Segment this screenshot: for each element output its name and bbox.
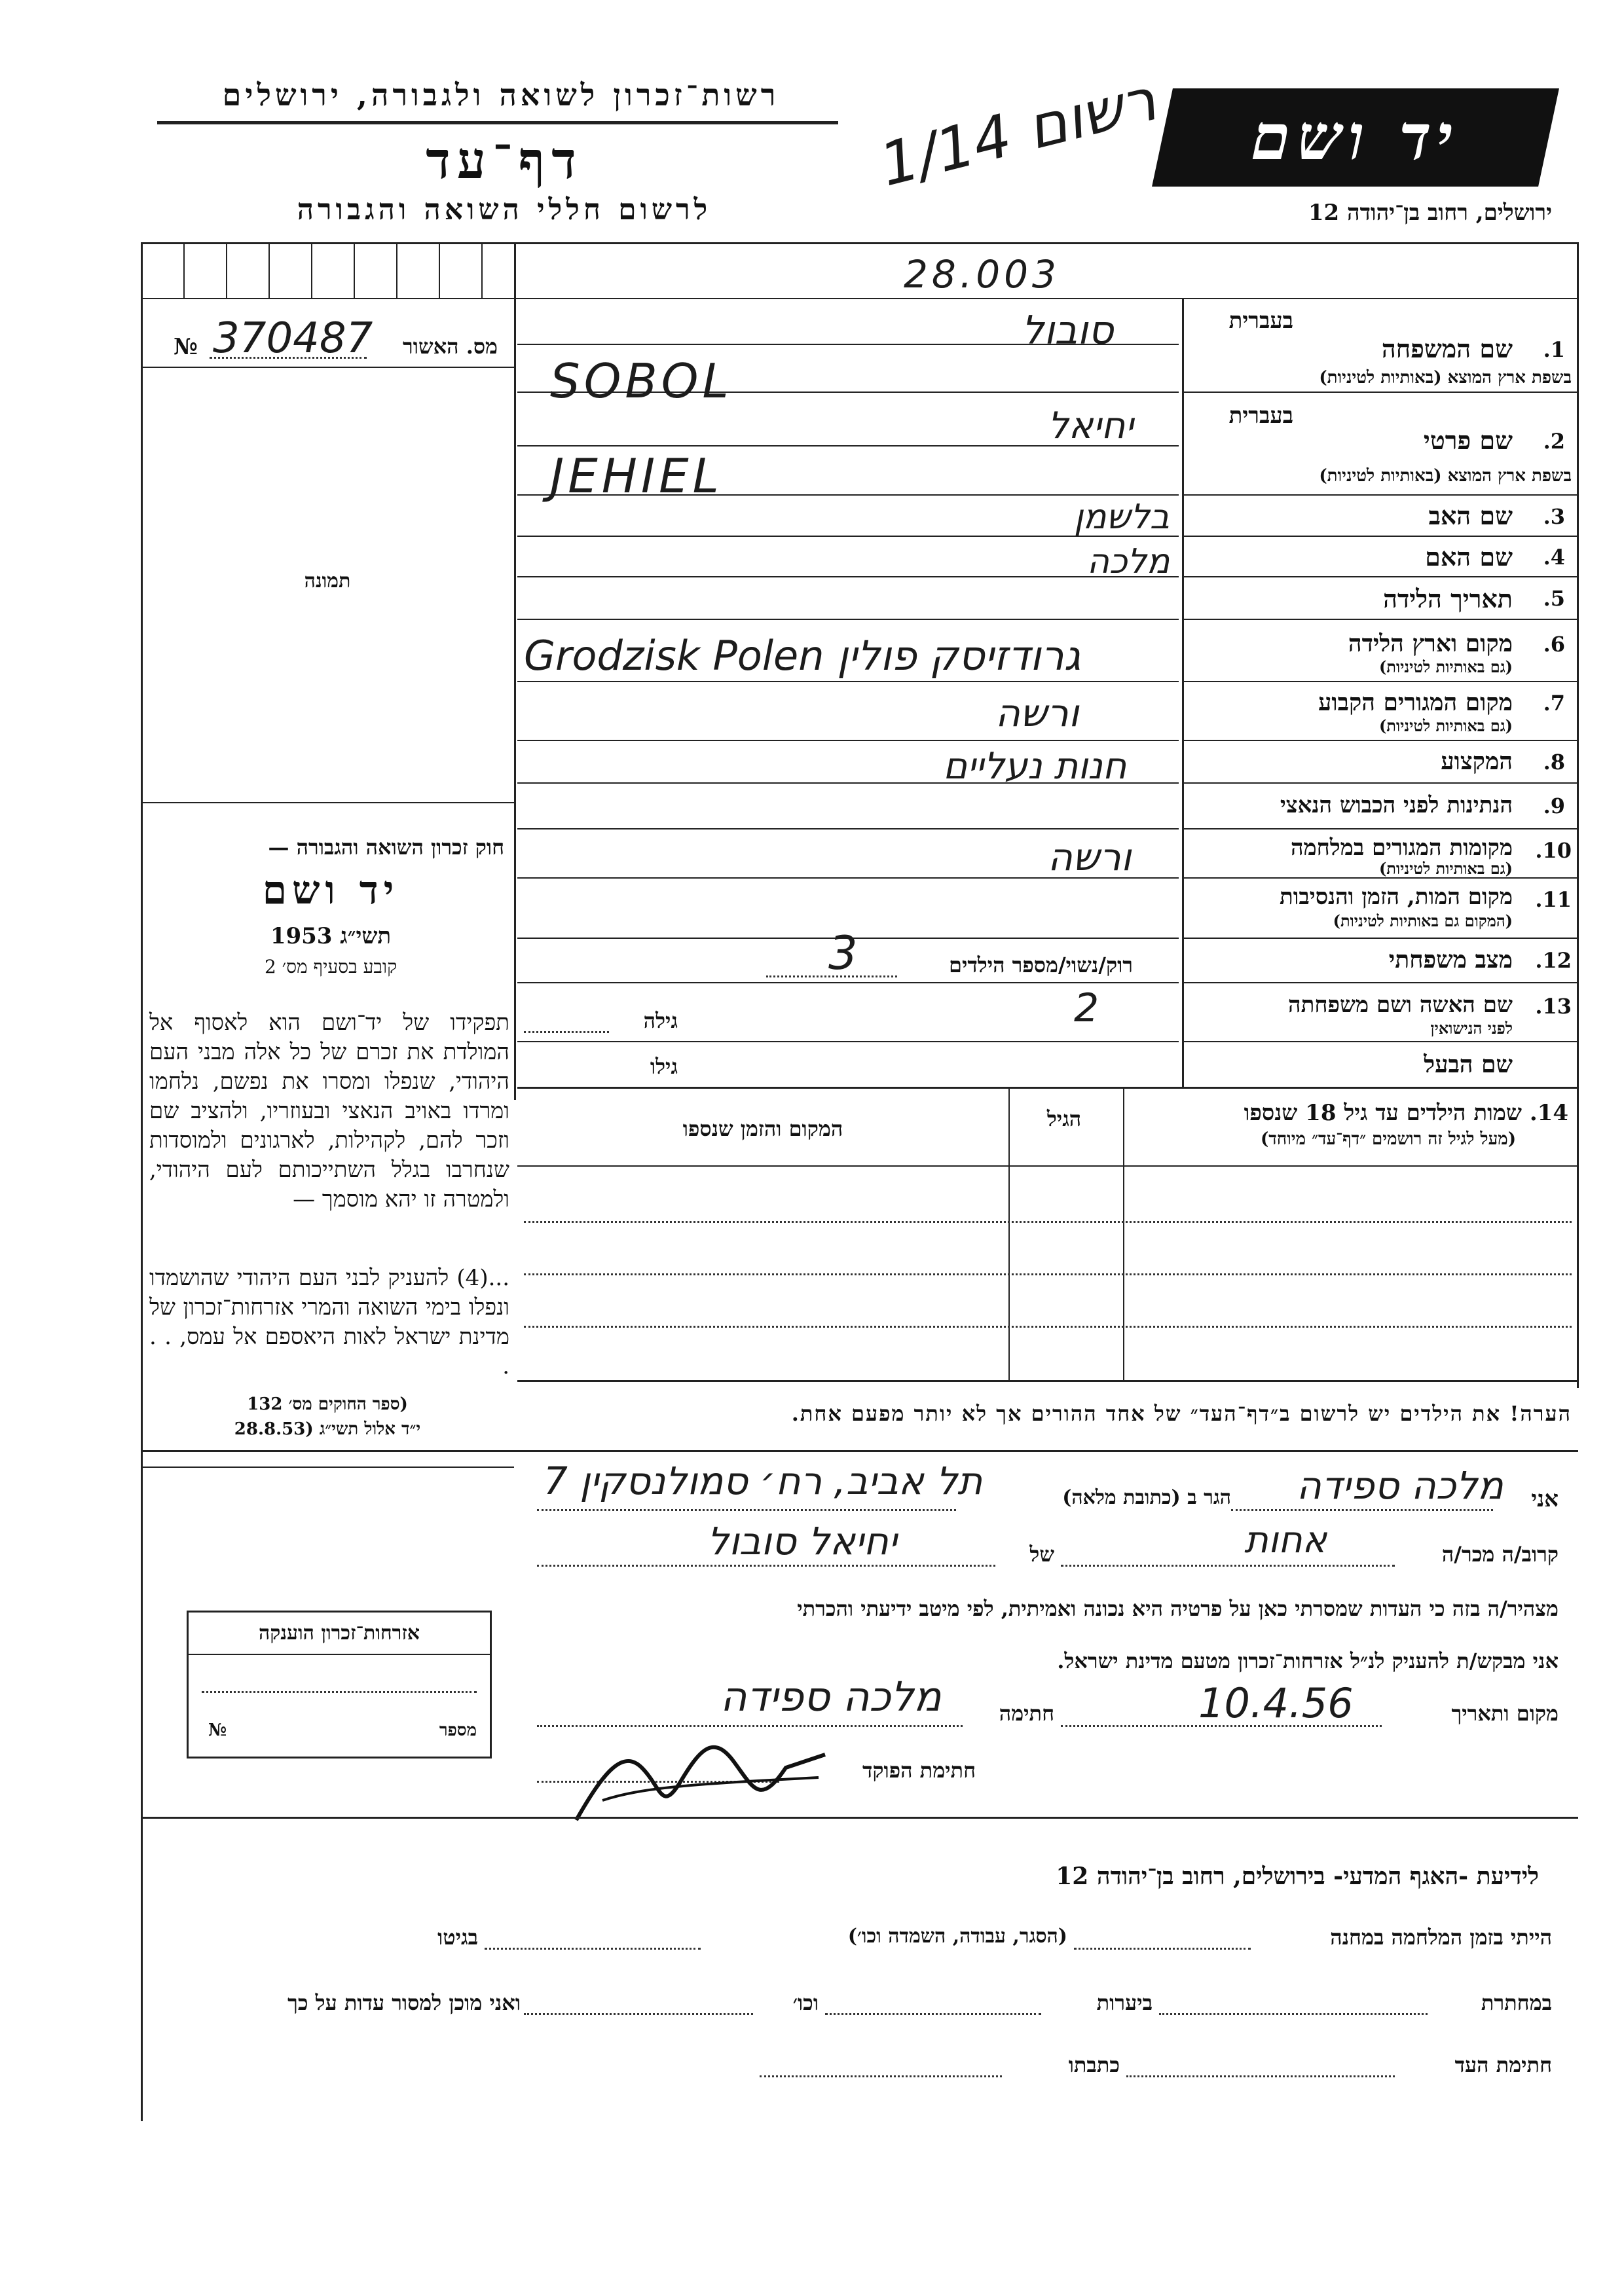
table-row-line [524,1273,1572,1275]
decl-relation-value: אחות [1244,1519,1327,1561]
field-2-num: 2. [1543,429,1565,454]
row-sep [1182,536,1578,537]
citizenship-symbol: № [208,1721,227,1740]
grid-tick [354,242,355,298]
footer-l1-dots-a [1074,1948,1251,1950]
citizenship-dots [202,1691,477,1693]
table-divider [1008,1089,1010,1380]
field-8-label: המקצוע [1441,748,1513,775]
children-title: 14. שמות הילדים עד גיל 18 שנספו [1244,1100,1568,1126]
footer-l3-dots-a [1126,2075,1395,2077]
field-6-note: (גם באותיות לטיניות) [1378,657,1513,676]
footer-title: לידיעת -האגף המדעי- בירושלים, רחוב בן־יהודה 12 [1056,1863,1539,1890]
decl-statement: מצהיר/ה בזה כי העדות שמסרתי כאן על פרטיה היא נכונה ואמיתית, לפי מיטב ידיעתי והכרתי [797,1596,1559,1621]
law-source-2: י״ד אלול תשי״ג (28.8.53 [234,1419,421,1439]
footer-l3-dots-b [760,2075,1002,2077]
law-title: חוק זכרון השואה והגבורה — [268,835,504,860]
field-10-note: (גם באותיות לטיניות) [1378,859,1513,878]
handwritten-mark: רשום 1/14 [873,65,1163,200]
field-5-label: תאריך הלידה [1383,584,1513,613]
field-11-label: מקום המות, הזמן והנסיבות [1279,884,1513,910]
footer-l2-dots-b [825,2013,1041,2015]
law-name: יד ושם [262,867,399,913]
field-7-note: (גם באותיות לטיניות) [1378,716,1513,735]
footer-l1-c: בגיטו [437,1925,478,1950]
field-9-label: הנתינות לפני הכבוש הנאצי [1280,792,1513,818]
residence: ורשה [995,691,1079,735]
decl-request: אני מבקש/ת להעניק לנ״ל אזרחות־זכרון מטעם מדינת ישראל. [1057,1649,1559,1673]
decl-signature-label: חתימה [999,1701,1054,1726]
law-text-1: תפקידו של יד־ושם הוא לאסוף אל המולדת את זכרם של כל אלה מבני העם היהודי, שנפלו ומסרו את נפשם, נלחמו ומרדו באויב הנאצי ובעוזריו, ולהציב שם וזכר להם, לקהילות, לארגונים ולמוסדות שנחרבו בגלל השתייכותם לעם היהודי, ולמטרה זו יהא מוסמך — [149,1010,509,1212]
footer-l1-b: (הסגר, עבודה, השמדה וכו׳) [847,1925,1067,1948]
field-13-num: 13. [1535,994,1572,1019]
marital-label: רוק/נשוי/מספר הילדים [949,953,1133,977]
value-rule [517,740,1179,741]
yad-vashem-logo [1152,88,1559,187]
first-name-latin: JEHIEL [550,448,723,503]
field-husband-label: שם הבעל [1424,1051,1513,1078]
decl-date-dots [1061,1725,1382,1727]
footer-l2-dots-c [524,2013,753,2015]
field-12-label: מצב משפחתי [1388,946,1513,974]
footer-l2-d: ואני מוכן למסור עדות על כך [287,1990,521,2015]
wife-age: 2 [1074,985,1099,1031]
row-sep [1182,494,1578,496]
field-3-num: 3. [1543,504,1565,529]
field-3-label: שם האב [1428,501,1513,530]
col-left-divider [514,242,516,1100]
law-box-bottom [141,1467,514,1468]
grid-tick [268,242,270,298]
citizenship-box [187,1611,492,1758]
value-rule [517,982,1179,983]
col-age: הגיל [1046,1106,1082,1131]
decl-date-value: 10.4.56 [1198,1679,1354,1727]
table-bottom [517,1380,1577,1382]
footer-l2-dots-a [1159,2013,1428,2015]
table-row-line [524,1326,1572,1328]
approval-number: 370487 [213,314,373,363]
row-sep [1182,782,1578,784]
decl-of-value: יחיאל סובול [707,1519,897,1563]
footer-l1-a: הייתי בזמן המלחמה במחנה [1330,1925,1552,1950]
decl-place-date-label: מקום ותאריך [1451,1701,1559,1726]
col-place: המקום והזמן שנספו [682,1116,843,1141]
decl-address-dots [537,1509,956,1511]
field-1-sub-latin: בשפת ארץ המוצא (באותיות לטיניות) [1319,368,1572,388]
field-7-num: 7. [1543,691,1565,716]
grid-tick [226,242,227,298]
approval-dots [210,357,367,359]
decl-ani: אני [1531,1486,1559,1512]
citizenship-number-label: מספר [439,1721,477,1740]
field-1-sub-he: בעברית [1228,308,1293,334]
value-rule [517,828,1179,829]
row-sep [1182,740,1578,741]
row-sep [1182,828,1578,829]
border-right [1577,242,1579,1388]
law-text-2: ...(4) להעניק לבני העם היהודי שהושמדו ונפלו בימי השואה והמרי אזרחות־זכרון של מדינת ישראל לאות היאספם אל עמס, . . . [149,1265,509,1379]
border-left [141,242,143,2121]
value-rule [517,576,1179,577]
field-11-num: 11. [1535,887,1572,912]
top-rule [141,242,1578,244]
decl-relative-label: קרוב/ה מכר/ה [1441,1542,1559,1567]
decl-signature-value: מלכה ספידה [720,1673,942,1721]
mother-name: מלכה [1087,542,1170,581]
profession: חנות נעליים [943,745,1127,788]
field-1-label: שם המשפחה [1381,334,1513,363]
law-section: קובע בסעיף מס׳ 2 [264,956,397,977]
address: ירושלים, רחוב בן־יהודה 12 [1308,200,1552,226]
row-sep [1182,1041,1578,1042]
note-rule [141,1450,1578,1452]
approval-symbol: № [174,334,198,360]
header-underline [157,121,838,124]
field-10-label: מקומות המגורים במלחמה [1290,835,1513,861]
field-2-sub-he: בעברית [1228,403,1293,429]
field-9-num: 9. [1543,793,1565,818]
value-rule [517,1041,1179,1042]
field-6-num: 6. [1543,632,1565,657]
field-11-note: (המקום גם באותיות לטיניות) [1333,911,1513,930]
table-row-line [524,1221,1572,1223]
footer-l2-c: וכו׳ [792,1990,819,2015]
approval-label: מס. האשור [403,334,498,359]
signature-stroke [602,1777,819,1800]
family-name-he: סובול [1022,308,1114,354]
children-count: 3 [828,926,858,980]
table-header-rule [517,1165,1577,1167]
footer-l2-b: ביערות [1096,1990,1153,2015]
father-name: בלשמן [1074,498,1170,537]
col-label-divider [1182,298,1184,1087]
decl-of-label: של [1029,1542,1054,1567]
grid-tick [311,242,312,298]
photo-label: תמונה [304,570,351,592]
family-name-latin: SOBOL [550,354,733,409]
logo-text: יד ושם [1244,100,1467,174]
field-12-num: 12. [1535,948,1572,973]
decl-ani-dots [1231,1509,1493,1511]
law-box-top [141,802,514,803]
citizenship-title: אזרחות־זכרון הוענקה [189,1613,490,1655]
husband-age-label: גילו [650,1054,678,1079]
value-rule [517,619,1179,620]
org-line: רשות־זכרון לשואה ולגבורה, ירושלים [222,77,780,113]
table-divider [1123,1089,1124,1380]
field-4-label: שם האם [1425,542,1513,572]
grid-tick [183,242,185,298]
field-2-label: שם פרטי [1423,426,1513,455]
field-4-num: 4. [1543,545,1565,570]
decl-address-value: תל אביב, רח׳ סמולנסקין 7 [544,1459,983,1503]
field-13-label: שם האשה ושם משפחתה [1288,992,1513,1018]
decl-bottom [141,1817,1578,1819]
field-5-num: 5. [1543,586,1565,611]
decl-ani-value: מלכה ספידה [1297,1463,1504,1508]
grid-tick [439,242,440,298]
decl-relation-dots [1061,1565,1395,1567]
row-sep [1182,982,1578,983]
approval-rule [141,367,514,368]
field-7-label: מקום המגורים הקבוע [1318,689,1513,716]
value-rule [517,1087,1577,1089]
footer-l3-a: חתימת העד [1454,2052,1552,2077]
note-text: הערה! את הילדים יש לרשום ב״דף־העד״ של אחד ההורים אך לא יותר מפעם אחת. [791,1401,1572,1426]
row-sep [1182,938,1578,939]
grid-row [141,298,1578,299]
field-10-num: 10. [1535,838,1572,863]
decl-officer-label: חתימת הפוקד [862,1758,976,1783]
footer-l3-b: כתבתו [1068,2052,1120,2077]
row-sep [1182,619,1578,620]
value-rule [517,681,1179,682]
row-sep [1182,681,1578,682]
grid-tick [481,242,483,298]
form-subtitle: לרשום חללי השואה והגבורה [297,193,712,227]
decl-of-dots [537,1565,995,1567]
wife-age-dots [524,1031,609,1033]
doc-number: 28.003 [904,252,1060,297]
field-13-note: לפני הנישואין [1430,1019,1513,1038]
decl-lives-at: הגר ב (כתובת מלאה) [1062,1486,1231,1509]
field-1-num: 1. [1543,337,1565,362]
field-2-sub-latin: בשפת ארץ המוצא (באותיות לטיניות) [1319,466,1572,486]
wife-age-label: גילה [643,1008,678,1033]
field-6-label: מקום וארץ הלידה [1348,630,1513,657]
form-title: דף־עד [426,131,583,191]
footer-l2-a: במחתרת [1481,1990,1552,2015]
footer-l1-dots-b [485,1948,701,1950]
row-sep [1182,392,1578,393]
grid-tick [396,242,397,298]
children-subtitle: (מעל לגיל זה רושמים ״דף־עד״ מיוחד) [1260,1129,1516,1149]
law-year: תשי״ג 1953 [270,923,392,949]
first-name-he: יחיאל [1048,405,1134,447]
law-source-1: (ספר החוקים מס׳ 132 [247,1394,408,1414]
field-8-num: 8. [1543,750,1565,774]
birth-place: Grodzisk Polen גרודזיסק פולין [524,632,1081,680]
wartime-residence: ורשה [1048,835,1132,879]
row-sep [1182,576,1578,577]
